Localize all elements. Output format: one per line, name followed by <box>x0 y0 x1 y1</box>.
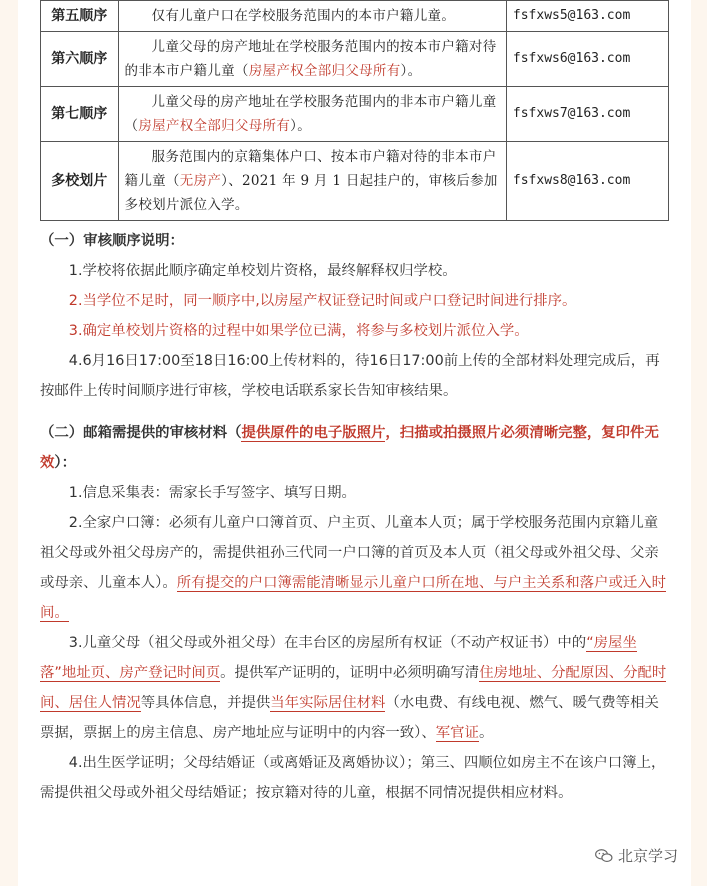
description-emphasis: 无房产 <box>179 173 222 189</box>
order-label: 第七顺序 <box>41 87 119 142</box>
order-label: 多校划片 <box>41 142 119 221</box>
description-text: ）。 <box>290 118 312 134</box>
table-row <box>41 32 669 87</box>
order-label: 第五顺序 <box>41 1 119 32</box>
table-row <box>41 87 669 142</box>
section2-heading-emphasis: 提供原件的电子版照片 <box>241 425 386 441</box>
order-description <box>118 32 506 87</box>
description-text: 儿童父母的房产地址在学校服务范围内的非本市户籍儿童（ <box>124 94 497 134</box>
description-emphasis: 房屋产权全部归父母所有 <box>138 118 291 134</box>
article-body <box>40 226 672 808</box>
description-text: 仅有儿童户口在学校服务范围内的本市户籍儿童。 <box>151 8 456 24</box>
watermark <box>590 845 682 866</box>
section2-item3 <box>40 628 672 748</box>
order-label: 第六顺序 <box>41 32 119 87</box>
description-text: 儿童父母的房产地址在学校服务范围内的按本市户籍对待的非本市户籍儿童（ <box>124 39 497 79</box>
item3-emphasis-address: “房屋坐落”地址页、房产登记时间页 <box>40 635 637 681</box>
section1-item3: 3.确定单校划片资格的过程中如果学位已满，将参与多校划片派位入学。 <box>68 323 529 339</box>
item3-text-end: 。 <box>478 725 494 741</box>
description-text: ）、2021 年 9 月 1 日起挂户的，审核后参加多校划片派位入学。 <box>124 173 498 213</box>
description-text: ）。 <box>400 63 422 79</box>
item3-text-e: 等具体信息，并提供 <box>140 695 271 711</box>
section2-item4: 4.出生医学证明；父母结婚证（或离婚证及离婚协议）；第三、四顺位如房主不在该户口簿上，需提供祖父母或外祖父母结婚证；按京籍对待的儿童，根据不同情况提供相应材料。 <box>40 755 666 801</box>
item3-text-g: （水电费、有线电视、燃气、暖气费等相关票据，票据上的房主信息、房产地址应与证明中的内容一致）、 <box>40 695 659 741</box>
section2-heading-text: （二）邮箱需提供的审核材料（ <box>40 425 242 441</box>
order-email: fsfxws6@163.com <box>506 32 668 87</box>
description-text: 服务范围内的京籍集体户口、按本市户籍对待的非本市户籍儿童（ <box>124 149 497 189</box>
order-description <box>118 1 506 32</box>
item3-emphasis-officer-id: 军官证 <box>435 725 479 741</box>
section1-item2: 2.当学位不足时，同一顺序中,以房屋产权证登记时间或户口登记时间进行排序。 <box>68 293 577 309</box>
order-description <box>118 142 506 221</box>
right-frame-decoration <box>691 0 707 886</box>
table-row <box>41 142 669 221</box>
table-row <box>41 1 669 32</box>
section2-item2 <box>40 508 672 628</box>
left-frame-decoration <box>0 0 18 886</box>
section2-heading <box>40 418 672 478</box>
wechat-icon <box>594 846 614 866</box>
item3-emphasis-military: 住房地址、分配原因、分配时间、居住人情况 <box>40 665 667 711</box>
watermark-text: 北京学习 <box>618 847 679 865</box>
order-email: fsfxws7@163.com <box>506 87 668 142</box>
section2-heading-warning: ，扫描或拍摄照片必须清晰完整，复印件无效 <box>40 425 659 471</box>
admission-order-table <box>40 0 669 221</box>
order-description <box>118 87 506 142</box>
item2-emphasis: 所有提交的户口簿需能清晰显示儿童户口所在地、与户主关系和落户或迁入时间。 <box>40 575 667 621</box>
section2-item1: 1.信息采集表：需家长手写签字、填写日期。 <box>68 485 356 501</box>
section2-heading-end: ）： <box>54 455 76 471</box>
description-emphasis: 房屋产权全部归父母所有 <box>248 63 401 79</box>
item3-emphasis-residence: 当年实际居住材料 <box>270 695 386 711</box>
item3-text-c: 。提供军产证明的，证明中必须明确写清 <box>220 665 480 681</box>
order-email: fsfxws5@163.com <box>506 1 668 32</box>
section1-item4: 4.6月16日17:00至18日16:00上传材料的，待16日17:00前上传的全部材料处理完成后，再按邮件上传时间顺序进行审核，学校电话联系家长告知审核结果。 <box>40 353 660 399</box>
item2-text: 2.全家户口簿：必须有儿童户口簿首页、户主页、儿童本人页；属于学校服务范围内京籍儿童祖父母或外祖父母房产的，需提供祖孙三代同一户口簿的首页及本人页（祖父母或外祖父母、父亲或母亲、儿童本人）。 <box>40 515 659 591</box>
section1-heading: （一）审核顺序说明： <box>40 233 184 249</box>
order-email: fsfxws8@163.com <box>506 142 668 221</box>
item3-text-a: 3.儿童父母（祖父母或外祖父母）在丰台区的房屋所有权证（不动产权证书）中的 <box>68 635 587 651</box>
section1-item1: 1.学校将依据此顺序确定单校划片资格，最终解释权归学校。 <box>68 263 457 279</box>
